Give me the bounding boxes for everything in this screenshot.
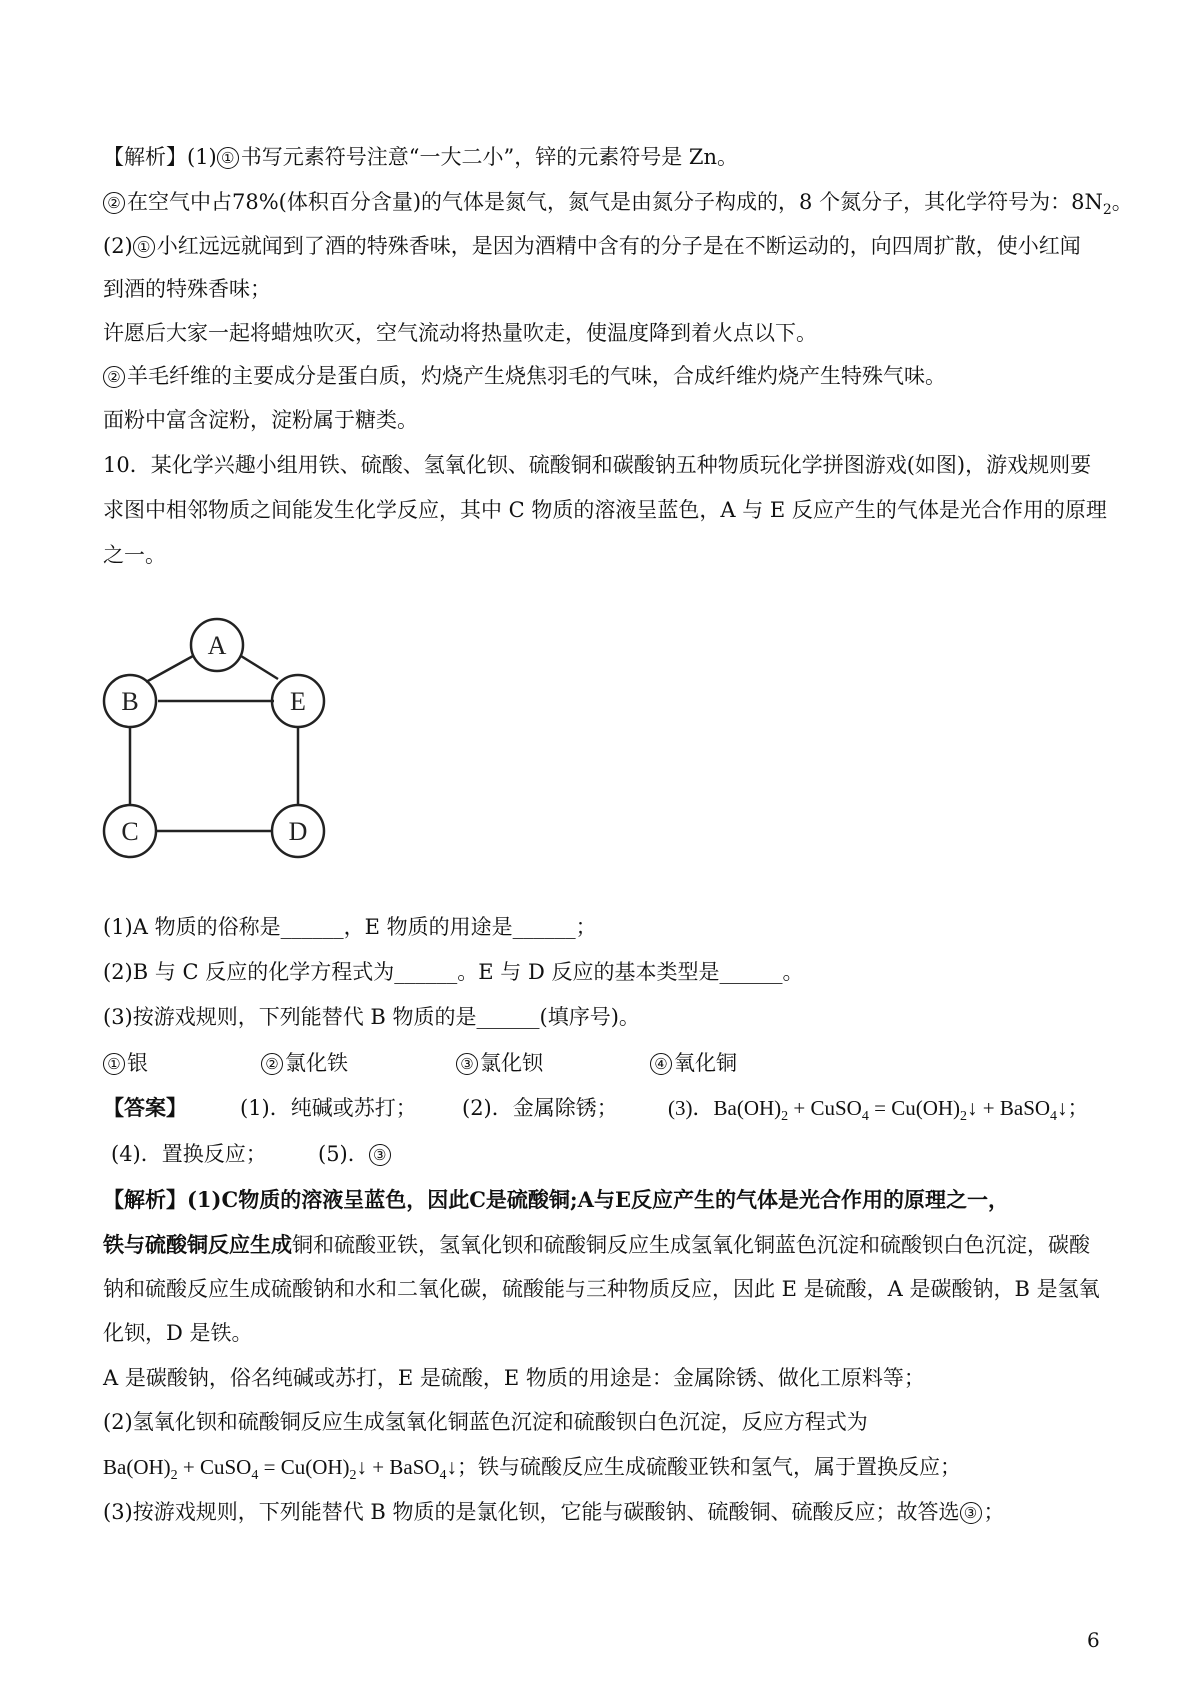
circled-number: ① (133, 236, 155, 258)
node-c-label: C (121, 817, 139, 846)
analysis-line-2 (103, 187, 1133, 225)
option-3 (456, 1048, 543, 1078)
analysis-line-7: 面粉中富含淀粉，淀粉属于糖类。 (103, 408, 418, 432)
node-b-label: B (121, 687, 139, 716)
node-d-label: D (288, 817, 308, 846)
option-number: ④ (650, 1053, 672, 1075)
option-label: 氯化钡 (480, 1051, 543, 1075)
subscript: 4 (439, 1468, 447, 1484)
question-sub-1: (1)A 物质的俗称是______，E 物质的用途是______； (103, 915, 597, 939)
analysis-line-4: 到酒的特殊香味； (103, 277, 271, 301)
question-line-1: 10．某化学兴趣小组用铁、硫酸、氢氧化钡、硫酸铜和碳酸钠五种物质玩化学拼图游戏(如图)，游戏规则要 (103, 453, 1092, 477)
question-sub-2: (2)B 与 C 反应的化学方程式为______。E 与 D 反应的基本类型是______。 (103, 960, 804, 984)
analysis2-line-7 (103, 1452, 961, 1491)
text: ； (983, 1500, 1005, 1524)
option-number: ② (261, 1053, 283, 1075)
text: 铜和硫酸亚铁，氢氧化钡和硫酸铜反应生成氢氧化铜蓝色沉淀和硫酸钡白色沉淀，碳酸 (292, 1233, 1090, 1257)
analysis2-line-5: A 是碳酸钠，俗名纯碱或苏打，E 是硫酸，E 物质的用途是：金属除锈、做化工原料等； (103, 1366, 925, 1390)
answer-1: (1)．纯碱或苏打； (240, 1096, 417, 1120)
subscript: 2 (349, 1468, 357, 1484)
formula-part: Ba(OH) (713, 1096, 782, 1120)
circled-number: ② (103, 366, 125, 388)
analysis2-line-4: 化钡，D 是铁。 (103, 1321, 253, 1345)
formula-part: ↓ (1057, 1096, 1068, 1120)
circled-number: ③ (960, 1502, 982, 1524)
answer-5 (318, 1139, 393, 1169)
analysis-line-1 (103, 142, 738, 172)
subscript: 4 (861, 1109, 869, 1125)
formula-part: ↓ + BaSO (967, 1096, 1051, 1120)
text: (5)． (318, 1142, 369, 1166)
answer-3: (3)．$Ba(OH)_2$ + CuSO$_4$ = $Cu(OH)_2↓$ + BaSO$_4$↓； (668, 1096, 1089, 1125)
edge-a-b (146, 656, 193, 682)
analysis-line-3 (103, 231, 1081, 261)
subscript: 2 (960, 1109, 968, 1125)
text: (3)按游戏规则，下列能替代 B 物质的是氯化钡，它能与碳酸钠、硫酸铜、硫酸反应；故答选 (103, 1500, 960, 1524)
formula-part: = Cu(OH) (868, 1096, 961, 1120)
formula-part: = Cu(OH) (258, 1455, 350, 1479)
analysis-line-6 (103, 361, 946, 391)
option-2 (261, 1048, 348, 1078)
circled-number: ① (217, 147, 239, 169)
formula-part: + CuSO (177, 1455, 252, 1479)
node-a-label: A (207, 631, 227, 660)
puzzle-diagram (100, 615, 360, 905)
text: 小红远远就闻到了酒的特殊香味，是因为酒精中含有的分子是在不断运动的，向四周扩散，使小红闻 (156, 234, 1081, 258)
option-label: 氯化铁 (285, 1051, 348, 1075)
subscript: 4 (251, 1468, 259, 1484)
option-number: ③ (456, 1053, 478, 1075)
analysis-line-5: 许愿后大家一起将蜡烛吹灭，空气流动将热量吹走，使温度降到着火点以下。 (103, 321, 817, 345)
subscript: 2 (781, 1109, 789, 1125)
edge-a-e (241, 656, 278, 679)
node-e-label: E (290, 687, 306, 716)
question-line-2: 求图中相邻物质之间能发生化学反应，其中 C 物质的溶液呈蓝色，A 与 E 反应产生的气体是光合作用的原理 (103, 498, 1107, 522)
formula-part: ↓ (446, 1455, 458, 1479)
text: 羊毛纤维的主要成分是蛋白质，灼烧产生烧焦羽毛的气味，合成纤维灼烧产生特殊气味。 (127, 364, 946, 388)
subscript: 2 (170, 1468, 178, 1484)
text: 【解析】(1) (103, 145, 217, 169)
text: ；铁与硫酸反应生成硫酸亚铁和氢气，属于置换反应； (457, 1455, 962, 1479)
answer-label: 【答案】 (103, 1095, 187, 1120)
text: 在空气中占78%(体积百分含量)的气体是氮气，氮气是由氮分子构成的，8 个氮分子，其化学符号为：8N (127, 190, 1103, 214)
option-1 (103, 1048, 148, 1078)
analysis2-line-3: 钠和硫酸反应生成硫酸钠和水和二氧化碳，硫酸能与三种物质反应，因此 E 是硫酸，A 是碳酸钠，B 是氢氧 (103, 1277, 1100, 1301)
option-number: ① (103, 1053, 125, 1075)
formula-part: ↓ + BaSO (356, 1455, 440, 1479)
question-line-3: 之一。 (103, 543, 166, 567)
subscript: 2 (1102, 202, 1112, 219)
option-label: 氧化铜 (674, 1051, 737, 1075)
option-label: 银 (127, 1051, 148, 1075)
text: (3)． (668, 1096, 714, 1120)
analysis2-line-6: (2)氢氧化钡和硫酸铜反应生成氢氧化铜蓝色沉淀和硫酸钡白色沉淀，反应方程式为 (103, 1410, 868, 1434)
analysis2-line-1: 【解析】(1)C物质的溶液呈蓝色，因此C是硫酸铜;A与E反应产生的气体是光合作用的原理之一， (103, 1187, 1009, 1212)
answer-4: (4)．置换反应； (111, 1142, 267, 1166)
analysis2-line-2 (103, 1230, 1090, 1260)
subscript: 4 (1050, 1109, 1058, 1125)
page-number: 6 (1087, 1628, 1100, 1652)
text: 书写元素符号注意“一大二小”，锌的元素符号是 Zn。 (240, 145, 739, 169)
question-sub-3: (3)按游戏规则，下列能替代 B 物质的是______(填序号)。 (103, 1005, 640, 1029)
answer-2: (2)．金属除锈； (462, 1096, 618, 1120)
text: 铁与硫酸铜反应生成 (103, 1232, 292, 1257)
text: (2) (103, 234, 133, 258)
formula-part: Ba(OH) (103, 1455, 171, 1479)
text: 。 (1111, 190, 1133, 214)
analysis2-line-8 (103, 1497, 1005, 1527)
circled-number: ② (103, 192, 125, 214)
option-4 (650, 1048, 737, 1078)
formula-part: + CuSO (788, 1096, 862, 1120)
circled-number: ③ (369, 1144, 391, 1166)
